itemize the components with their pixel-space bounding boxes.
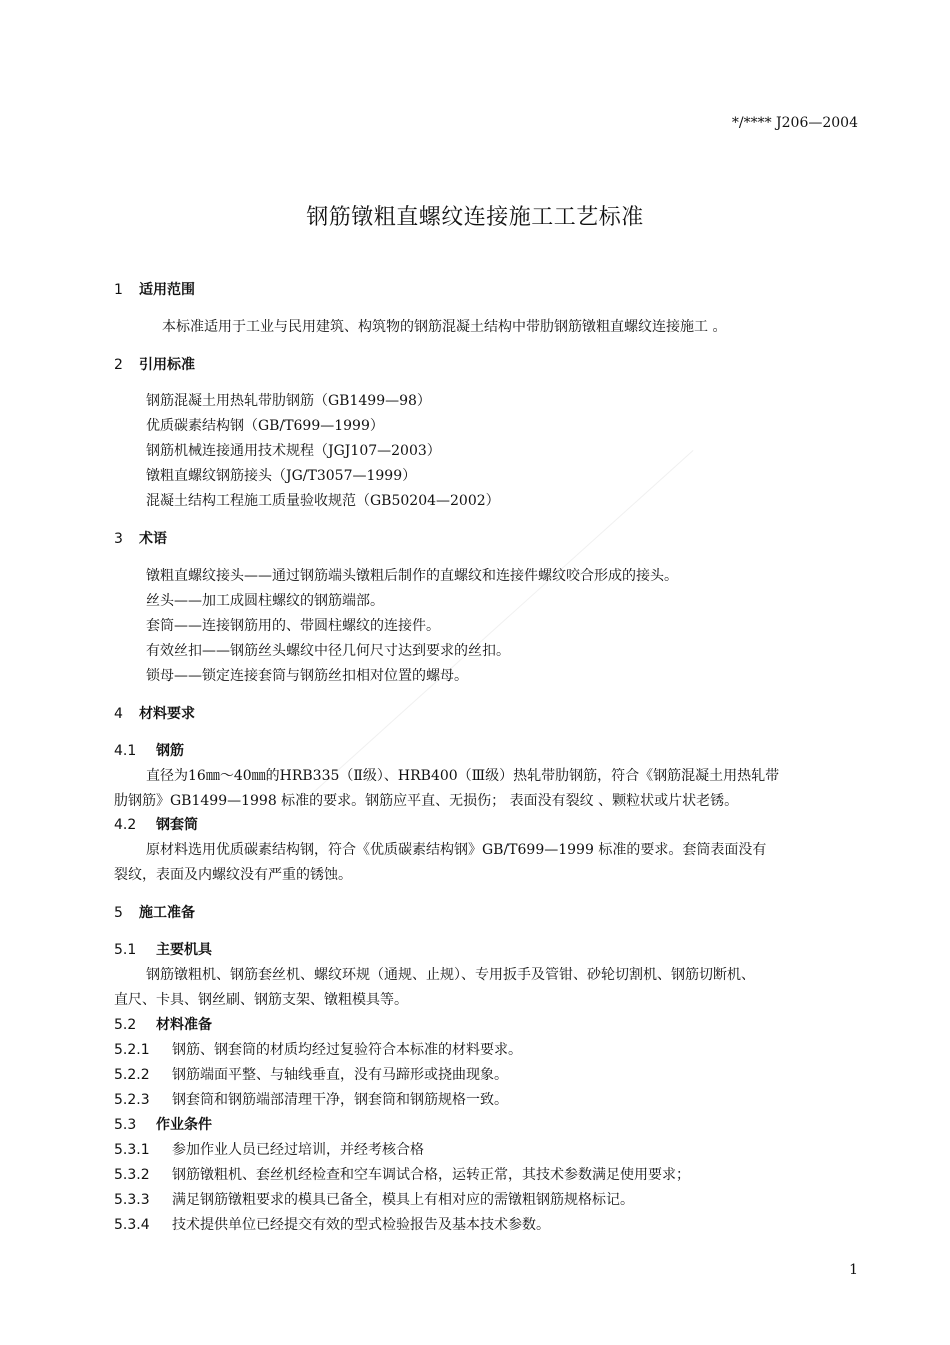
term-item: 锁母——锁定连接套筒与钢筋丝扣相对位置的螺母。 — [146, 668, 468, 684]
section-number: 4 — [114, 706, 123, 722]
subsection-heading-5-1 — [114, 939, 212, 959]
reference-item: 钢筋混凝土用热轧带肋钢筋（GB1499—98） — [146, 393, 431, 409]
clause-number: 5.3.3 — [114, 1192, 150, 1208]
clause-item — [114, 1164, 690, 1184]
clause-item — [114, 1139, 424, 1159]
section-number: 1 — [114, 282, 123, 298]
paragraph-line: 肋钢筋》GB1499—1998 标准的要求。钢筋应平直、无损伤； 表面没有裂纹 、颗粒状或片状老锈。 — [114, 793, 739, 809]
term-item: 镦粗直螺纹接头——通过钢筋端头镦粗后制作的直螺纹和连接件螺纹咬合形成的接头。 — [146, 568, 678, 584]
page-number: 1 — [849, 1262, 858, 1278]
clause-text: 技术提供单位已经提交有效的型式检验报告及基本技术参数。 — [172, 1217, 550, 1233]
clause-number: 5.3.4 — [114, 1217, 150, 1233]
section-title: 术语 — [139, 531, 167, 547]
section-heading-2 — [114, 354, 195, 374]
subsection-title: 材料准备 — [156, 1017, 212, 1033]
subsection-number: 4.2 — [114, 817, 137, 833]
paragraph-line: 直尺、卡具、钢丝刷、钢筋支架、镦粗模具等。 — [114, 992, 408, 1008]
subsection-title: 主要机具 — [156, 942, 212, 958]
clause-text: 钢筋端面平整、与轴线垂直，没有马蹄形或挠曲现象。 — [172, 1067, 508, 1083]
subsection-title: 钢套筒 — [156, 817, 198, 833]
section-number: 2 — [114, 357, 123, 373]
clause-item — [114, 1089, 508, 1109]
subsection-title: 作业条件 — [156, 1117, 212, 1133]
reference-item: 钢筋机械连接通用技术规程（JGJ107—2003） — [146, 443, 441, 459]
clause-item — [114, 1189, 634, 1209]
subsection-number: 5.3 — [114, 1117, 137, 1133]
clause-item — [114, 1214, 550, 1234]
subsection-heading-4-2 — [114, 814, 198, 834]
section-number: 5 — [114, 905, 123, 921]
section-title: 引用标准 — [139, 357, 195, 373]
document-title: 钢筋镦粗直螺纹连接施工工艺标准 — [306, 205, 644, 230]
clause-item — [114, 1039, 522, 1059]
section-heading-4 — [114, 703, 195, 723]
subsection-number: 4.1 — [114, 743, 137, 759]
term-item: 有效丝扣——钢筋丝头螺纹中径几何尺寸达到要求的丝扣。 — [146, 643, 510, 659]
clause-number: 5.2.2 — [114, 1067, 150, 1083]
clause-text: 钢套筒和钢筋端部清理干净，钢套筒和钢筋规格一致。 — [172, 1092, 508, 1108]
clause-number: 5.3.1 — [114, 1142, 150, 1158]
term-item: 丝头——加工成圆柱螺纹的钢筋端部。 — [146, 593, 384, 609]
section-title: 材料要求 — [139, 706, 195, 722]
subsection-heading-4-1 — [114, 740, 184, 760]
section-title: 施工准备 — [139, 905, 195, 921]
reference-item: 优质碳素结构钢（GB/T699—1999） — [146, 418, 384, 434]
reference-item: 混凝土结构工程施工质量验收规范（GB50204—2002） — [146, 493, 500, 509]
clause-text: 钢筋、钢套筒的材质均经过复验符合本标准的材料要求。 — [172, 1042, 522, 1058]
paragraph-line: 原材料选用优质碳素结构钢，符合《优质碳素结构钢》GB/T699—1999 标准的要求。套筒表面没有 — [146, 842, 767, 858]
section-number: 3 — [114, 531, 123, 547]
paragraph-line: 钢筋镦粗机、钢筋套丝机、螺纹环规（通规、止规）、专用扳手及管钳、砂轮切割机、钢筋切断机、 — [146, 967, 755, 983]
clause-number: 5.3.2 — [114, 1167, 150, 1183]
clause-number: 5.2.3 — [114, 1092, 150, 1108]
subsection-number: 5.1 — [114, 942, 137, 958]
section-heading-1 — [114, 279, 195, 299]
document-code: */**** J206—2004 — [731, 115, 858, 131]
section-title: 适用范围 — [139, 282, 195, 298]
subsection-number: 5.2 — [114, 1017, 137, 1033]
clause-number: 5.2.1 — [114, 1042, 150, 1058]
paragraph-line: 直径为16㎜～40㎜的HRB335（Ⅱ级）、HRB400（Ⅲ级）热轧带肋钢筋，符合《钢筋混凝土用热轧带 — [146, 768, 780, 784]
clause-item — [114, 1064, 508, 1084]
clause-text: 满足钢筋镦粗要求的模具已备全，模具上有相对应的需镦粗钢筋规格标记。 — [172, 1192, 634, 1208]
term-item: 套筒——连接钢筋用的、带圆柱螺纹的连接件。 — [146, 618, 440, 634]
reference-item: 镦粗直螺纹钢筋接头（JG/T3057—1999） — [146, 468, 417, 484]
subsection-title: 钢筋 — [156, 743, 184, 759]
subsection-heading-5-2 — [114, 1014, 212, 1034]
paragraph-line: 裂纹，表面及内螺纹没有严重的锈蚀。 — [114, 867, 352, 883]
paragraph: 本标准适用于工业与民用建筑、构筑物的钢筋混凝土结构中带肋钢筋镦粗直螺纹连接施工 。 — [162, 319, 727, 335]
section-heading-3 — [114, 528, 167, 548]
clause-text: 参加作业人员已经过培训，并经考核合格 — [172, 1142, 424, 1158]
clause-text: 钢筋镦粗机、套丝机经检查和空车调试合格，运转正常，其技术参数满足使用要求； — [172, 1167, 690, 1183]
subsection-heading-5-3 — [114, 1114, 212, 1134]
section-heading-5 — [114, 902, 195, 922]
